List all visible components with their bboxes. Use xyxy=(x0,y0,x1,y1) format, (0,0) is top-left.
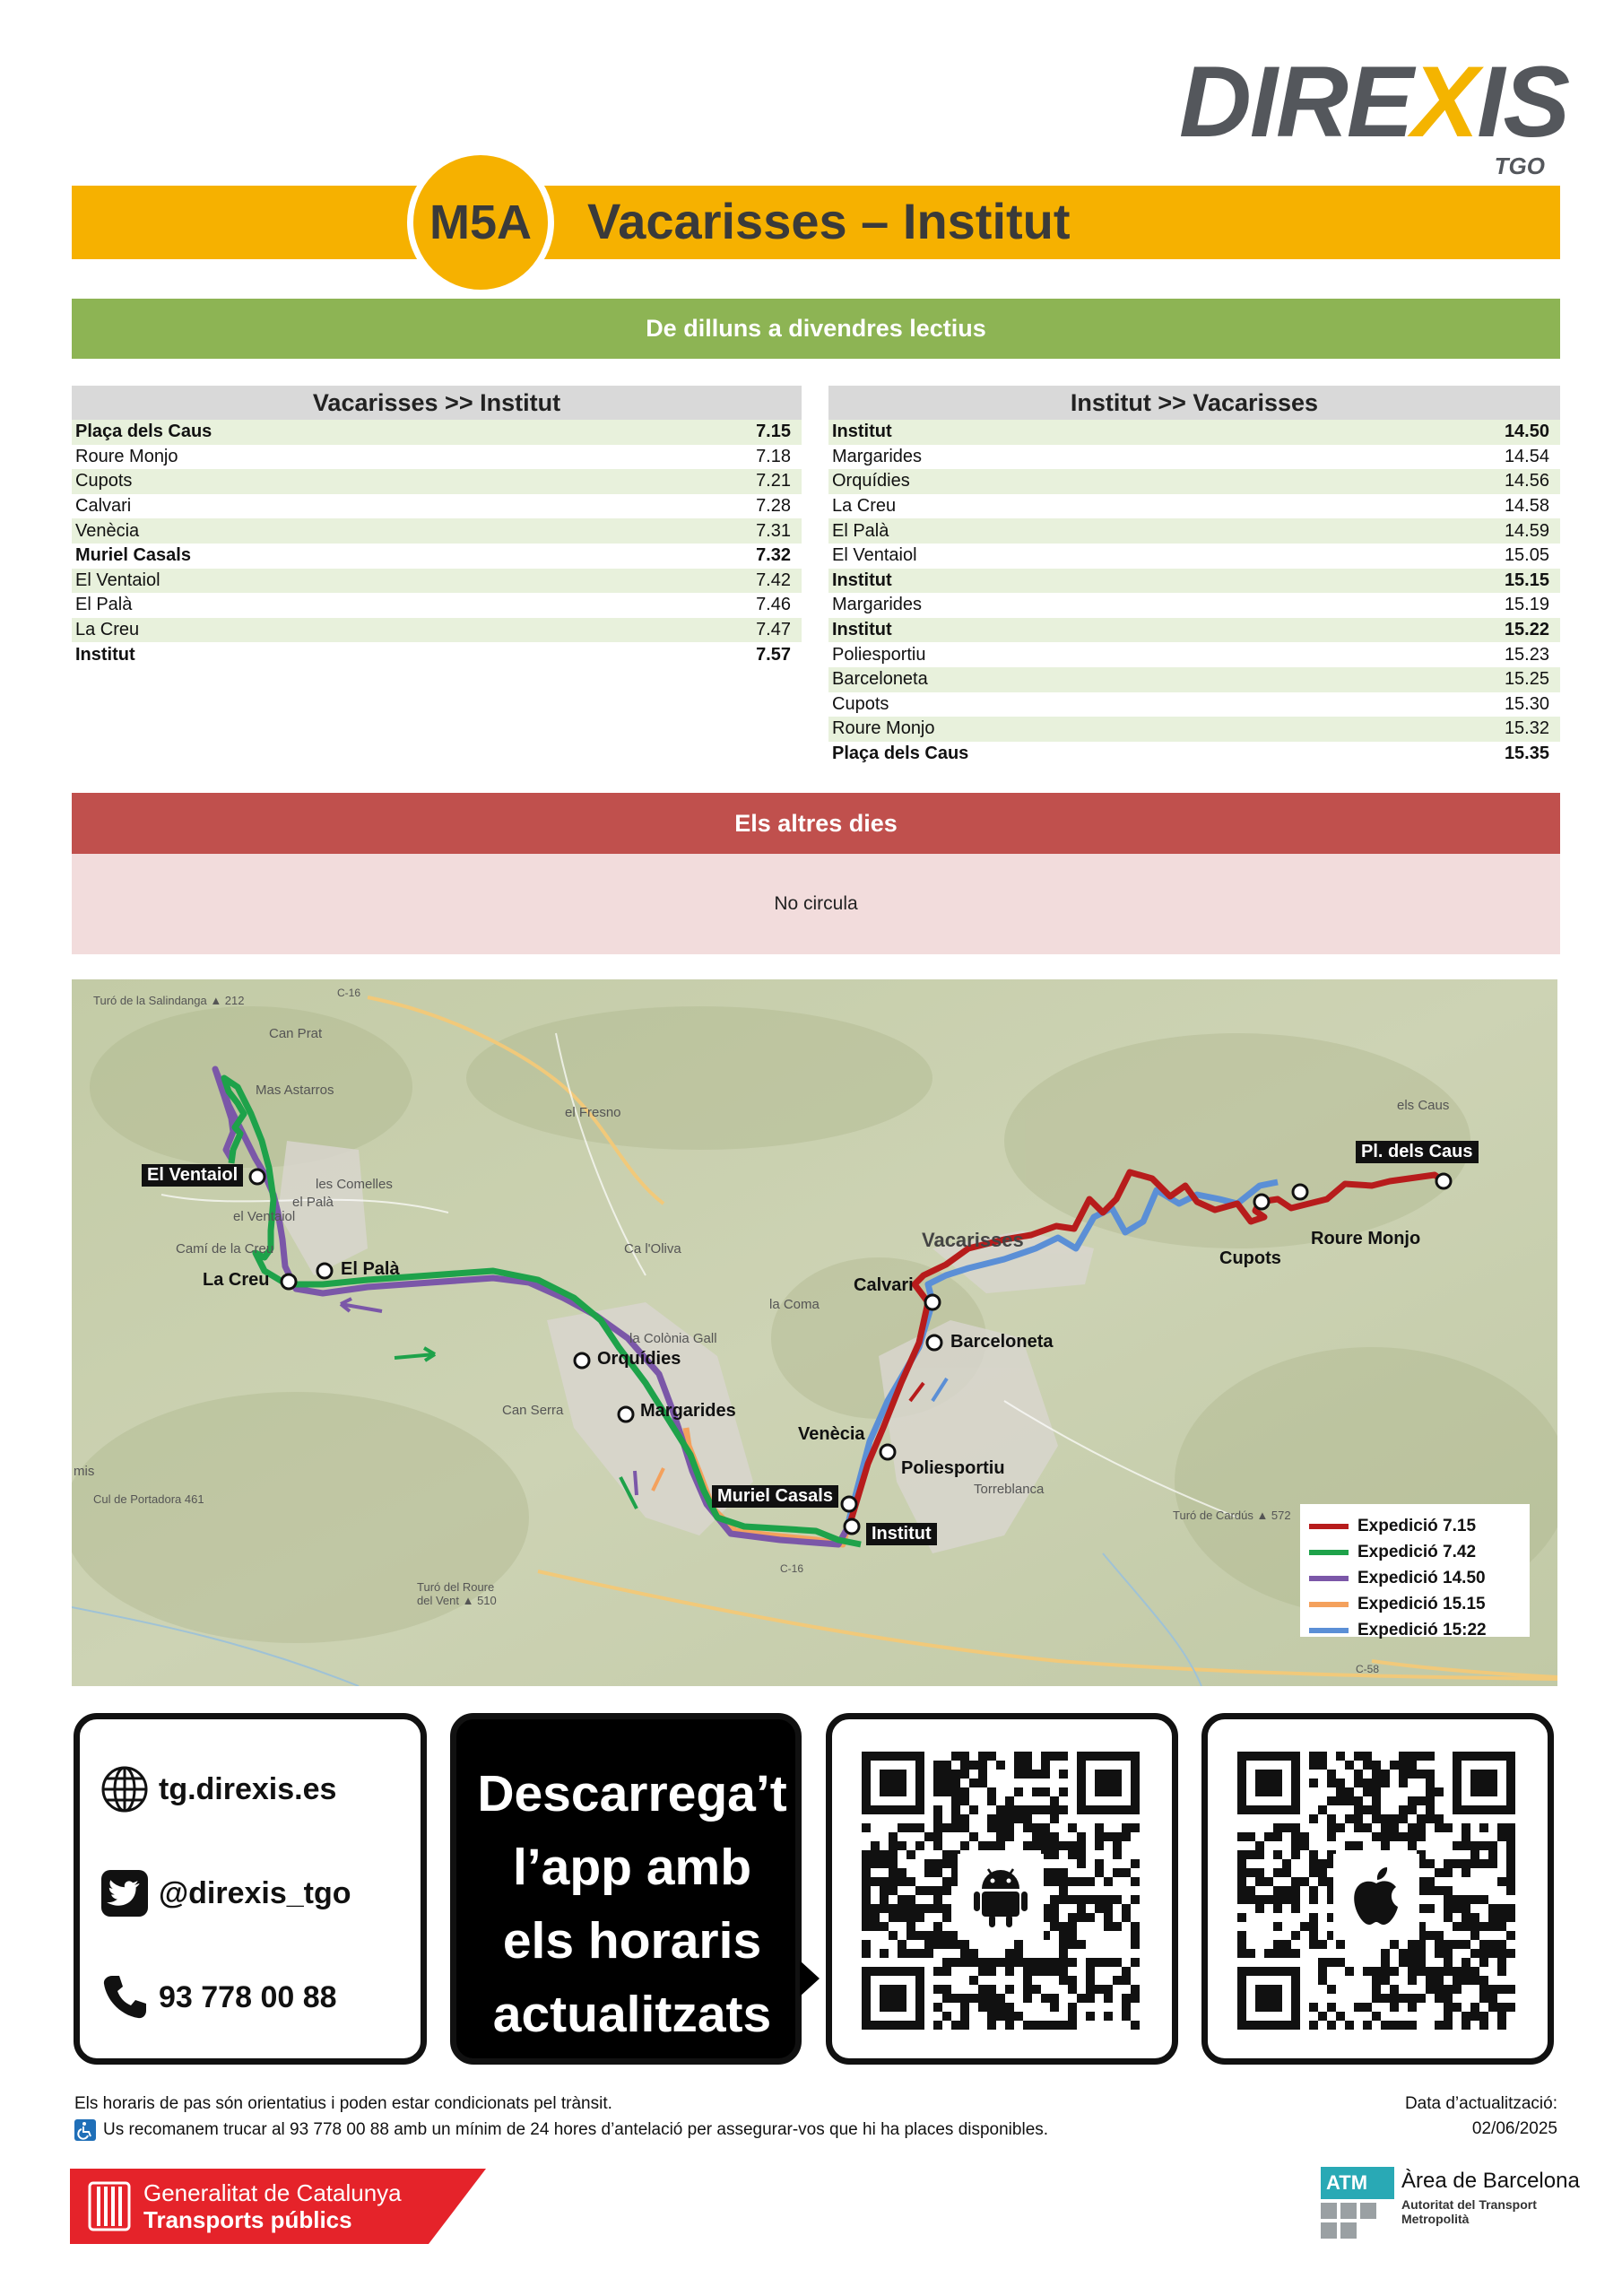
stop-name: Institut xyxy=(75,644,135,665)
stop-marker-muriel-casals xyxy=(842,1497,856,1511)
stop-name: Institut xyxy=(832,570,892,590)
timetable-row xyxy=(828,469,1560,494)
timetable-row xyxy=(72,469,802,494)
stop-marker-barceloneta xyxy=(927,1335,941,1350)
legend-swatch xyxy=(1309,1628,1349,1633)
stop-name: Calvari xyxy=(75,496,132,517)
place-colonia-gall: la Colònia Gall xyxy=(629,1331,717,1346)
legend-item: Expedició 15:22 xyxy=(1309,1617,1521,1643)
atm-logo xyxy=(1321,2167,1580,2246)
legend-item: Expedició 14.50 xyxy=(1309,1565,1521,1591)
stop-marker-el-pala xyxy=(317,1264,332,1278)
timetable-row xyxy=(828,420,1560,445)
stop-marker-el-ventaiol xyxy=(250,1170,265,1184)
android-qr-box[interactable] xyxy=(826,1713,1178,2065)
stop-label-margarides: Margarides xyxy=(640,1401,736,1421)
stop-label-el-pala: El Palà xyxy=(341,1259,400,1279)
stop-time: 15.30 xyxy=(1504,693,1549,714)
stop-name: Cupots xyxy=(832,693,889,714)
timetable-row xyxy=(828,642,1560,667)
road-c16-north: C-16 xyxy=(337,987,361,999)
stop-label-calvari: Calvari xyxy=(854,1275,914,1295)
stop-marker-margarides xyxy=(619,1407,633,1422)
road-c16-south: C-16 xyxy=(780,1562,804,1575)
stop-name: Margarides xyxy=(832,595,923,615)
stop-marker-roure-monjo xyxy=(1293,1185,1307,1199)
timetable-row xyxy=(72,420,802,445)
service-period-bar: De dilluns a divendres lectius xyxy=(72,299,1560,359)
inbound-title: Institut >> Vacarisses xyxy=(828,386,1560,420)
place-torreblanca: Torreblanca xyxy=(974,1482,1045,1497)
stop-time: 15.19 xyxy=(1504,595,1549,615)
stop-marker-poliesportiu xyxy=(880,1445,895,1459)
stop-marker-calvari xyxy=(925,1295,940,1309)
stop-label-roure-monjo: Roure Monjo xyxy=(1311,1229,1421,1248)
generalitat-logo xyxy=(70,2169,486,2244)
stop-name: Muriel Casals xyxy=(75,545,191,566)
stop-name: Institut xyxy=(832,620,892,640)
phone-link[interactable]: 93 778 00 88 xyxy=(100,1972,337,2022)
stop-name: Poliesportiu xyxy=(832,644,926,665)
place-can-serra: Can Serra xyxy=(502,1403,564,1418)
stop-time: 15.15 xyxy=(1504,570,1549,590)
stop-time: 15.35 xyxy=(1504,744,1549,764)
place-mas-astarros: Mas Astarros xyxy=(256,1083,334,1098)
timetable-row xyxy=(828,742,1560,767)
stop-name: El Palà xyxy=(832,520,889,541)
timetable-row xyxy=(828,494,1560,519)
stop-label-cupots: Cupots xyxy=(1219,1248,1281,1268)
stop-time: 15.25 xyxy=(1504,669,1549,690)
app-promo-text: Descarrega’t l’app amb els horaris actualitzats xyxy=(477,1765,787,2043)
stop-name: Barceloneta xyxy=(832,669,928,690)
contact-box xyxy=(74,1713,427,2065)
timetable-row xyxy=(828,593,1560,618)
stop-name: Venècia xyxy=(75,520,140,541)
timetable-row xyxy=(828,667,1560,692)
place-vacarisses: Vacarisses xyxy=(922,1229,1024,1251)
twitter-link[interactable]: @direxis_tgo xyxy=(100,1868,351,1918)
direxis-logo xyxy=(1179,46,1569,179)
timetable-row xyxy=(828,692,1560,718)
stop-time: 7.47 xyxy=(756,620,791,640)
place-el-pala-area: el Palà xyxy=(292,1195,334,1210)
stop-name: Margarides xyxy=(832,446,923,466)
stop-label-barceloneta: Barceloneta xyxy=(950,1332,1054,1352)
stop-label-venecia: Venècia xyxy=(798,1424,865,1444)
timetable-row xyxy=(828,717,1560,742)
outbound-title: Vacarisses >> Institut xyxy=(72,386,802,420)
stop-time: 7.42 xyxy=(756,570,791,590)
website-link[interactable]: tg.direxis.es xyxy=(100,1764,336,1814)
stop-label-el-ventaiol: El Ventaiol xyxy=(142,1164,243,1187)
inbound-rows xyxy=(828,420,1560,766)
phone-icon xyxy=(100,1972,150,2022)
stop-time: 7.32 xyxy=(756,545,791,566)
stop-name: El Ventaiol xyxy=(832,545,917,566)
place-cami-creu: Camí de la Creu xyxy=(176,1241,274,1257)
stop-label-orquidies: Orquídies xyxy=(597,1349,681,1369)
place-mis: mis xyxy=(74,1464,95,1479)
stop-name: Plaça dels Caus xyxy=(75,422,213,442)
legend-swatch xyxy=(1309,1524,1349,1529)
ios-qr-box[interactable] xyxy=(1201,1713,1554,2065)
place-salindanga: Turó de la Salindanga ▲ 212 xyxy=(93,994,245,1007)
update-date: 02/06/2025 xyxy=(1471,2119,1557,2138)
apple-icon xyxy=(1333,1854,1419,1940)
stop-label-pl-caus: Pl. dels Caus xyxy=(1356,1141,1479,1163)
inbound-timetable xyxy=(828,386,1560,766)
timetable-row xyxy=(72,642,802,667)
stop-time: 7.18 xyxy=(756,446,791,466)
stop-label-institut: Institut xyxy=(866,1523,937,1545)
timetable-row xyxy=(828,569,1560,594)
stop-time: 14.50 xyxy=(1504,422,1549,442)
place-el-fresno: el Fresno xyxy=(565,1105,621,1120)
stop-time: 14.54 xyxy=(1504,446,1549,466)
place-portadora: Cul de Portadora 461 xyxy=(93,1492,204,1506)
route-title: Vacarisses – Institut xyxy=(587,193,1071,249)
update-label: Data d’actualització: xyxy=(1404,2094,1557,2113)
road-c58: C-58 xyxy=(1356,1663,1380,1675)
timetable-row xyxy=(828,544,1560,569)
route-map[interactable] xyxy=(72,979,1557,1686)
timetable-row xyxy=(72,494,802,519)
stop-marker-pl-caus xyxy=(1436,1174,1451,1188)
stop-name: La Creu xyxy=(75,620,140,640)
logo-wordmark: DIREXIS xyxy=(1179,46,1569,158)
stop-label-muriel-casals: Muriel Casals xyxy=(712,1485,838,1508)
stop-time: 15.22 xyxy=(1504,620,1549,640)
footer-note-booking: Us recomanem trucar al 93 778 00 88 amb un mínim de 24 hores d’antelació per assegurar-vos que hi ha places disponibles. xyxy=(74,2119,1048,2141)
stop-name: Plaça dels Caus xyxy=(832,744,969,764)
map-legend xyxy=(1300,1504,1530,1637)
twitter-icon xyxy=(100,1868,150,1918)
atm-sub1: Autoritat del Transport xyxy=(1401,2197,1537,2212)
arrow-right-icon xyxy=(800,1961,820,1996)
stop-name: Institut xyxy=(832,422,892,442)
app-promo-box xyxy=(450,1713,802,2065)
legend-swatch xyxy=(1309,1602,1349,1607)
other-days-note: No circula xyxy=(72,854,1560,954)
android-icon xyxy=(958,1854,1044,1940)
stop-marker-cupots xyxy=(1254,1195,1269,1209)
stop-marker-institut xyxy=(845,1519,859,1534)
timetable-row xyxy=(72,544,802,569)
stop-time: 7.57 xyxy=(756,644,791,665)
timetable-row xyxy=(828,445,1560,470)
place-comelles: les Comelles xyxy=(316,1177,393,1192)
stop-name: El Ventaiol xyxy=(75,570,160,590)
outbound-timetable xyxy=(72,386,802,667)
generalitat-text: Generalitat de Catalunya Transports públics xyxy=(143,2179,402,2233)
timetable-row xyxy=(828,518,1560,544)
legend-item: Expedició 7.42 xyxy=(1309,1539,1521,1565)
legend-item: Expedició 7.15 xyxy=(1309,1513,1521,1539)
timetable-row xyxy=(72,569,802,594)
timetable-row xyxy=(828,618,1560,643)
atm-sub2: Metropolità xyxy=(1401,2212,1470,2226)
stop-marker-orquidies xyxy=(575,1353,589,1368)
stop-name: El Palà xyxy=(75,595,133,615)
timetable-row xyxy=(72,618,802,643)
stop-time: 7.28 xyxy=(756,496,791,517)
apple-logo-icon xyxy=(1349,1866,1403,1928)
place-els-caus: els Caus xyxy=(1397,1098,1450,1113)
other-days-bar: Els altres dies xyxy=(72,793,1560,854)
stop-time: 7.21 xyxy=(756,471,791,491)
footer-note-timing: Els horaris de pas són orientatius i poden estar condicionats pel trànsit. xyxy=(74,2094,612,2113)
place-ca-loliva: Ca l'Oliva xyxy=(624,1241,681,1257)
place-roure-vent: Turó del Roure del Vent ▲ 510 xyxy=(417,1580,497,1607)
outbound-rows xyxy=(72,420,802,667)
place-can-prat: Can Prat xyxy=(269,1026,323,1041)
legend-swatch xyxy=(1309,1576,1349,1581)
stop-label-la-creu: La Creu xyxy=(203,1270,270,1290)
stop-time: 7.46 xyxy=(756,595,791,615)
stop-time: 7.31 xyxy=(756,520,791,541)
legend-item: Expedició 15.15 xyxy=(1309,1591,1521,1617)
timetable-row xyxy=(72,593,802,618)
stop-name: Roure Monjo xyxy=(75,446,178,466)
atm-badge-text: ATM xyxy=(1326,2171,1368,2194)
android-robot-icon xyxy=(973,1866,1028,1928)
stop-label-poliesportiu: Poliesportiu xyxy=(901,1458,1005,1478)
stop-time: 15.23 xyxy=(1504,644,1549,665)
stop-name: Roure Monjo xyxy=(832,718,935,739)
logo-subtitle: TGO xyxy=(1494,152,1545,179)
place-el-ventaiol-area: el Ventaiol xyxy=(233,1209,296,1224)
stop-time: 15.05 xyxy=(1504,545,1549,566)
place-cardus: Turó de Cardús ▲ 572 xyxy=(1173,1509,1291,1522)
stop-name: La Creu xyxy=(832,496,897,517)
route-code-badge: M5A xyxy=(407,149,554,296)
globe-icon xyxy=(100,1764,150,1814)
place-la-coma: la Coma xyxy=(769,1297,820,1312)
stop-time: 14.59 xyxy=(1504,520,1549,541)
stop-marker-la-creu xyxy=(282,1274,296,1289)
atm-title: Àrea de Barcelona xyxy=(1401,2169,1580,2193)
stop-time: 14.56 xyxy=(1504,471,1549,491)
stop-time: 7.15 xyxy=(756,422,791,442)
stop-time: 15.32 xyxy=(1504,718,1549,739)
timetable-row xyxy=(72,518,802,544)
legend-swatch xyxy=(1309,1550,1349,1555)
stop-name: Orquídies xyxy=(832,471,910,491)
wheelchair-icon xyxy=(74,2119,96,2141)
stop-time: 14.58 xyxy=(1504,496,1549,517)
timetable-row xyxy=(72,445,802,470)
stop-name: Cupots xyxy=(75,471,133,491)
